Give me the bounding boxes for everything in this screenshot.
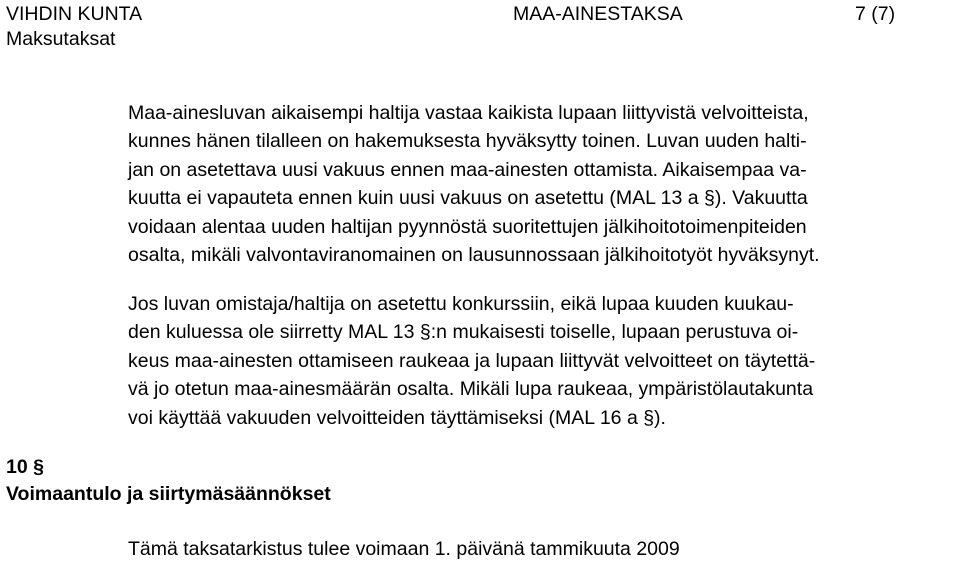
paragraph-line: jan on asetettava uusi vakuus ennen maa-ainesten ottamista. Aikaisempaa va-: [128, 158, 807, 181]
section-number: 10 §: [6, 456, 44, 478]
header-subtitle: Maksutaksat: [6, 28, 116, 50]
section-text: Tämä taksatarkistus tulee voimaan 1. päivänä tammikuuta 2009: [128, 538, 680, 560]
paragraph-line: voi käyttää vakuuden velvoitteiden täyttämiseksi (MAL 16 a §).: [128, 406, 666, 429]
paragraph-line: den kuluessa ole siirretty MAL 13 §:n mukaisesti toiselle, lupaan perustuva oi-: [128, 321, 799, 344]
paragraph-line: Maa-ainesluvan aikaisempi haltija vastaa kaikista lupaan liittyvistä velvoitteista,: [128, 102, 809, 124]
paragraph-line: voidaan alentaa uuden haltijan pyynnöstä suoritettujen jälkihoitotoimenpiteiden: [128, 215, 807, 238]
paragraph-line: kuutta ei vapauteta ennen kuin uusi vakuus on asetettu (MAL 13 a §). Vakuutta: [128, 187, 808, 210]
section-title: Voimaantulo ja siirtymäsäännökset: [6, 483, 331, 505]
header-document-title: MAA-AINESTAKSA: [513, 3, 683, 25]
header-page-number: 7 (7): [855, 3, 896, 25]
paragraph-security-transfer: [128, 99, 820, 269]
paragraph-line: Jos luvan omistaja/haltija on asetettu konkurssiin, eikä lupaa kuuden kuukau-: [128, 293, 794, 315]
paragraph-bankruptcy: [128, 290, 815, 432]
paragraph-line: keus maa-ainesten ottamiseen raukeaa ja lupaan liittyvät velvoitteet on täytettä-: [128, 349, 816, 372]
paragraph-line: kunnes hänen tilalleen on hakemuksesta hyväksytty toinen. Luvan uuden halti-: [128, 130, 807, 153]
paragraph-line: osalta, mikäli valvontaviranomainen on lausunnossaan jälkihoitotyöt hyväksynyt.: [128, 244, 820, 267]
header-municipality: VIHDIN KUNTA: [6, 3, 143, 25]
paragraph-line: vä jo otetun maa-ainesmäärän osalta. Mikäli lupa raukeaa, ympäristölautakunta: [128, 378, 814, 401]
